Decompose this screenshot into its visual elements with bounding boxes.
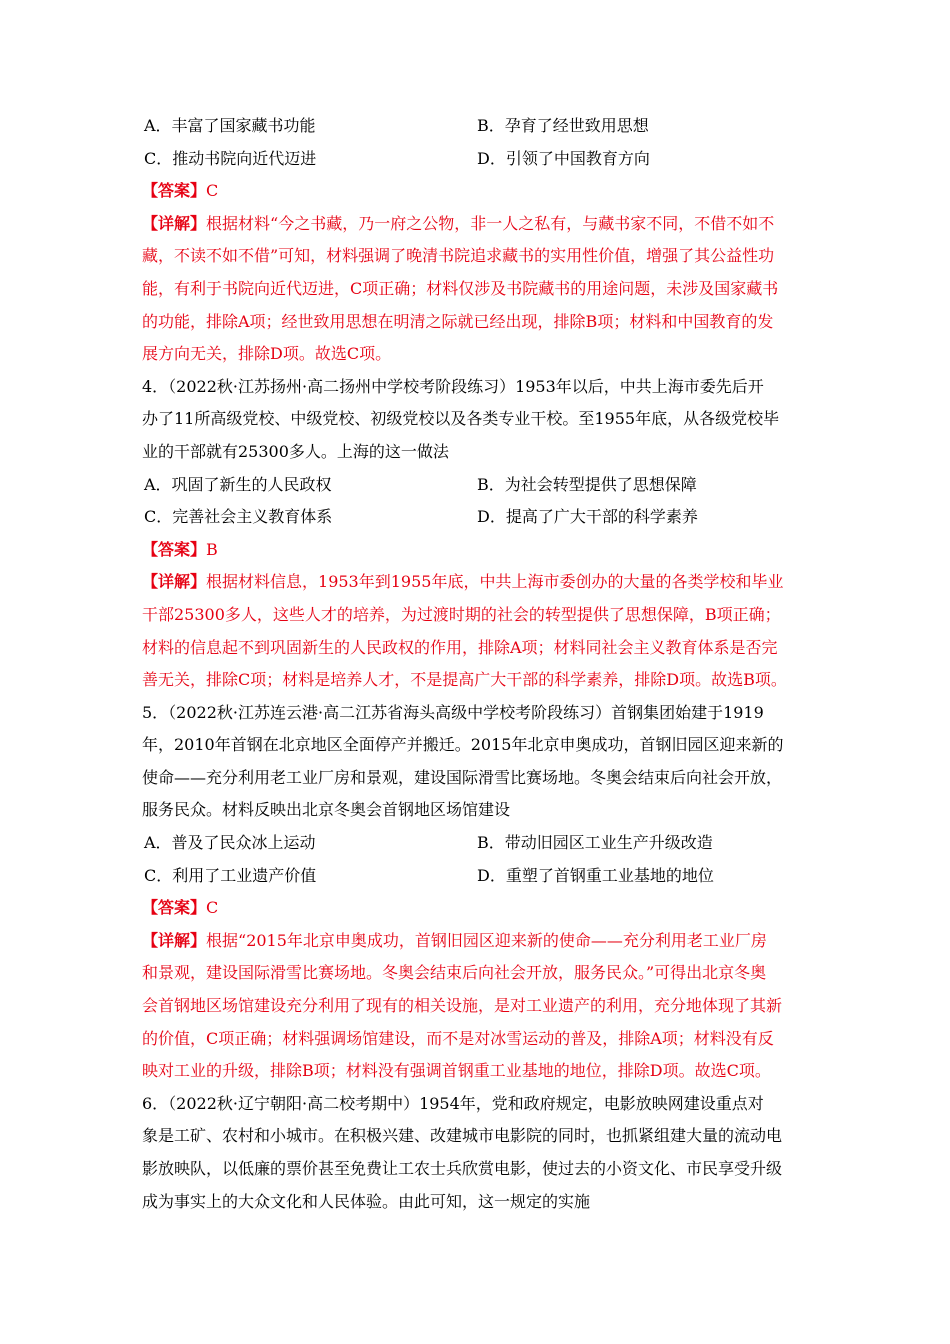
q4-stem-line-2: 办了11所高级党校、中级党校、初级党校以及各类专业干校。至1955年底，从各级党校毕 <box>142 409 780 429</box>
q5-stem-line-1: 5．（2022秋·江苏连云港·高二江苏省海头高级中学校考阶段练习）首钢集团始建于1919 <box>142 702 764 722</box>
q5-stem-line-4: 服务民众。材料反映出北京冬奥会首钢地区场馆建设 <box>142 800 511 820</box>
q4-detail-line-4: 善无关，排除C项；材料是培养人才，不是提高广大干部的科学素养，排除D项。故选B项。 <box>142 670 787 690</box>
q4-option-c[interactable]: C．完善社会主义教育体系 <box>144 507 333 527</box>
q5-option-d[interactable]: D．重塑了首钢重工业基地的地位 <box>477 865 714 885</box>
q3-option-b[interactable]: B．孕育了经世致用思想 <box>477 116 649 135</box>
q4-answer-tag: 【答案】 <box>142 539 207 559</box>
q5-option-c[interactable]: C．利用了工业遗产价值 <box>144 865 317 885</box>
q4-detail-line-2: 干部25300多人，这些人才的培养，为过渡时期的社会的转型提供了思想保障，B项正确； <box>142 604 781 624</box>
q5-answer <box>142 892 812 925</box>
q3-option-d[interactable]: D．引领了中国教育方向 <box>477 148 650 168</box>
q3-detail-line-1 <box>142 208 812 241</box>
q5-detail <box>142 925 812 1088</box>
q6-stem <box>142 1088 812 1218</box>
q5-stem <box>142 697 812 827</box>
q5-detail-line-4: 的价值，C项正确；材料强调场馆建设，而不是对冰雪运动的普及，排除A项；材料没有反 <box>142 1028 774 1048</box>
q6-stem-line-3: 影放映队，以低廉的票价甚至免费让工农士兵欣赏电影，使过去的小资文化、市民享受升级 <box>142 1159 783 1178</box>
q3-options-row-2 <box>142 143 812 176</box>
q4-stem <box>142 371 812 469</box>
q5-stem-line-3: 使命——充分利用老工业厂房和景观，建设国际滑雪比赛场地。冬奥会结束后向社会开放， <box>142 767 783 787</box>
q5-answer-tag: 【答案】 <box>142 898 207 918</box>
q5-answer-value: C <box>206 898 219 918</box>
q4-options-row-2 <box>142 501 812 534</box>
q4-option-b[interactable]: B．为社会转型提供了思想保障 <box>477 474 697 494</box>
q5-detail-line-5: 映对工业的升级，排除B项；材料没有强调首钢重工业基地的地位，排除D项。故选C项。 <box>142 1061 771 1081</box>
q5-detail-line-2: 和景观，建设国际滑雪比赛场地。冬奥会结束后向社会开放，服务民众。”可得出北京冬奥 <box>142 963 767 983</box>
q5-detail-tag: 【详解】 <box>142 930 207 950</box>
q3-detail-line-3: 能，有利于书院向近代迈进，C项正确；材料仅涉及书院藏书的用途问题，未涉及国家藏书 <box>142 278 779 298</box>
q6-stem-line-1: 6．（2022秋·辽宁朝阳·高二校考期中）1954年，党和政府规定，电影放映网建设重点对 <box>142 1093 764 1113</box>
q3-detail-line-4: 的功能，排除A项；经世致用思想在明清之际就已经出现，排除B项；材料和中国教育的发 <box>142 311 774 331</box>
q3-detail-line-5: 展方向无关，排除D项。故选C项。 <box>142 344 392 364</box>
q4-detail-line-3: 材料的信息起不到巩固新生的人民政权的作用，排除A项；材料同社会主义教育体系是否完 <box>142 637 778 657</box>
q3-answer-value: C <box>206 181 219 201</box>
q3-answer <box>142 175 812 208</box>
q4-option-a[interactable]: A．巩固了新生的人民政权 <box>144 474 332 494</box>
q3-detail-tag: 【详解】 <box>142 213 207 233</box>
q5-option-b[interactable]: B．带动旧园区工业生产升级改造 <box>477 833 713 853</box>
q3-options-row-1 <box>142 110 812 143</box>
q5-detail-line-1 <box>142 925 812 958</box>
q3-detail <box>142 208 812 371</box>
q4-option-d[interactable]: D．提高了广大干部的科学素养 <box>477 507 698 527</box>
q4-answer <box>142 534 812 567</box>
q5-options-row-1 <box>142 827 812 860</box>
q5-option-a[interactable]: A．普及了民众冰上运动 <box>144 833 316 853</box>
q4-detail <box>142 566 812 696</box>
page-content <box>142 110 812 1218</box>
q4-stem-line-1: 4．（2022秋·江苏扬州·高二扬州中学校考阶段练习）1953年以后，中共上海市委先后开 <box>142 376 764 396</box>
q5-stem-line-2: 年，2010年首钢在北京地区全面停产并搬迁。2015年北京申奥成功，首钢旧园区迎来新的 <box>142 735 784 755</box>
q4-detail-line-1 <box>142 566 812 599</box>
q3-answer-tag: 【答案】 <box>142 181 207 201</box>
q4-detail-text-1: 根据材料信息，1953年到1955年底，中共上海市委创办的大量的各类学校和毕业 <box>206 572 784 592</box>
q4-answer-value: B <box>206 539 218 559</box>
q5-detail-text-1: 根据“2015年北京申奥成功，首钢旧园区迎来新的使命——充分利用老工业厂房 <box>206 930 767 950</box>
q3-option-a[interactable]: A．丰富了国家藏书功能 <box>144 116 316 135</box>
q5-detail-line-3: 会首钢地区场馆建设充分利用了现有的相关设施，是对工业遗产的利用，充分地体现了其新 <box>142 996 783 1016</box>
q6-stem-line-2: 象是工矿、农村和小城市。在积极兴建、改建城市电影院的同时，也抓紧组建大量的流动电 <box>142 1126 783 1146</box>
q4-options-row-1 <box>142 469 812 502</box>
q3-detail-text-1: 根据材料“今之书藏，乃一府之公物，非一人之私有，与藏书家不同，不借不如不 <box>206 213 775 233</box>
q4-stem-line-3: 业的干部就有25300多人。上海的这一做法 <box>142 441 449 461</box>
q3-option-c[interactable]: C．推动书院向近代迈进 <box>144 148 317 168</box>
q3-detail-line-2: 藏，不读不如不借”可知，材料强调了晚清书院追求藏书的实用性价值，增强了其公益性功 <box>142 246 775 266</box>
q4-detail-tag: 【详解】 <box>142 572 207 592</box>
q6-stem-line-4: 成为事实上的大众文化和人民体验。由此可知，这一规定的实施 <box>142 1191 591 1211</box>
q5-options-row-2 <box>142 860 812 893</box>
